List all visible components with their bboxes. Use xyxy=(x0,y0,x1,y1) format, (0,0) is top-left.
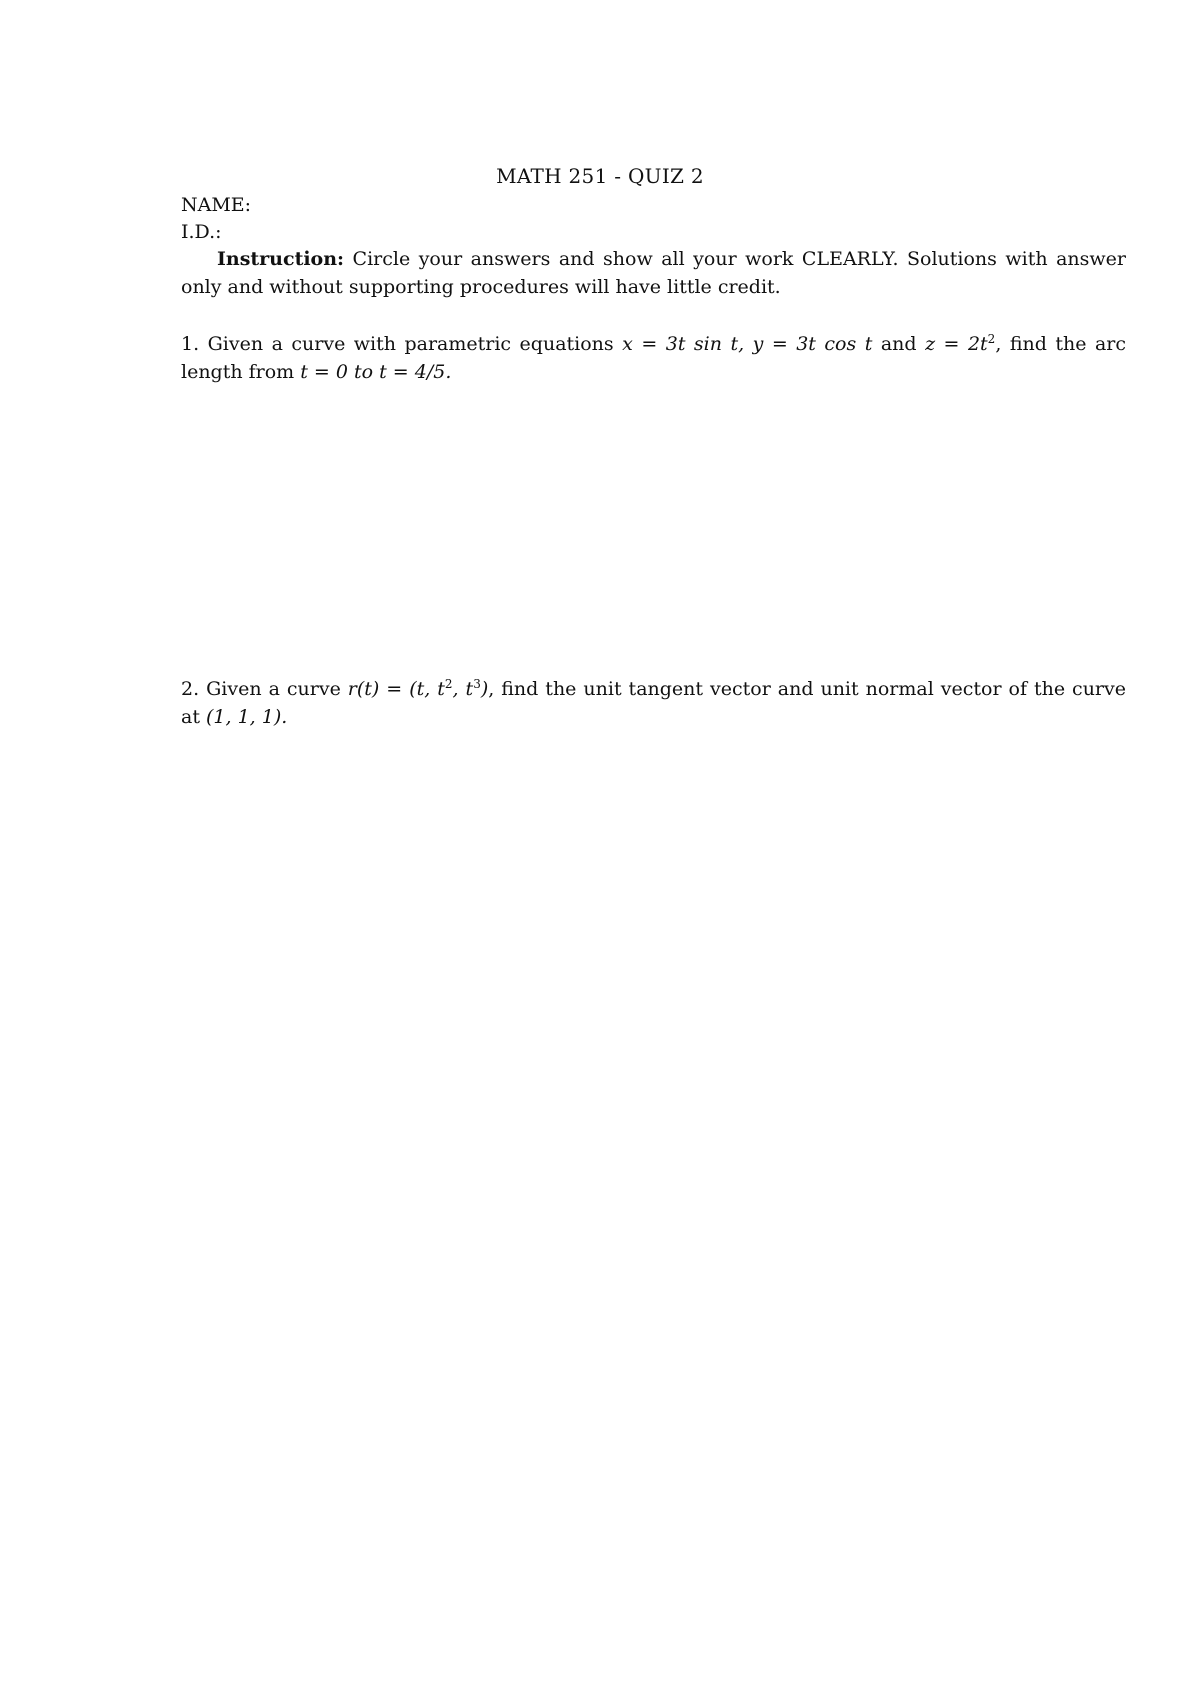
question-1-range: t = 0 to t = 4/5. xyxy=(300,361,452,383)
question-1-eq-x: x = 3t sin t, y = 3t cos t xyxy=(622,333,873,355)
question-2 xyxy=(181,675,1126,731)
question-2-text-after: , find the unit tangent vector and unit normal vector of the curve at xyxy=(181,678,1126,728)
instruction-paragraph xyxy=(181,245,1126,301)
question-1 xyxy=(181,330,1126,386)
question-2-curve-lhs: r(t) = (t, t xyxy=(347,678,445,700)
question-2-power-3: 3 xyxy=(473,677,481,691)
page-title: MATH 251 - QUIZ 2 xyxy=(496,164,704,188)
name-label: NAME: xyxy=(181,194,252,216)
question-1-eq-z: z = 2t xyxy=(925,333,988,355)
question-2-point: (1, 1, 1). xyxy=(206,706,288,728)
question-2-power-2: 2 xyxy=(444,677,453,691)
instruction-text: Circle your answers and show all your work CLEARLY. Solutions with answer only and without supporting procedures will have little credit. xyxy=(181,248,1126,298)
question-1-text-before: Given a curve with parametric equations xyxy=(207,333,623,355)
question-1-eq-z-power: 2 xyxy=(987,332,996,346)
question-1-number: 1. xyxy=(181,333,200,355)
id-label: I.D.: xyxy=(181,221,222,243)
question-2-sep: , t xyxy=(452,678,474,700)
question-1-connector: and xyxy=(872,333,926,355)
question-1-text-after: , find the arc length from xyxy=(181,333,1127,383)
question-2-text-before: Given a curve xyxy=(206,678,348,700)
question-2-curve-close: ) xyxy=(480,678,489,700)
instruction-lead: Instruction: xyxy=(217,248,345,270)
question-2-number: 2. xyxy=(181,678,200,700)
